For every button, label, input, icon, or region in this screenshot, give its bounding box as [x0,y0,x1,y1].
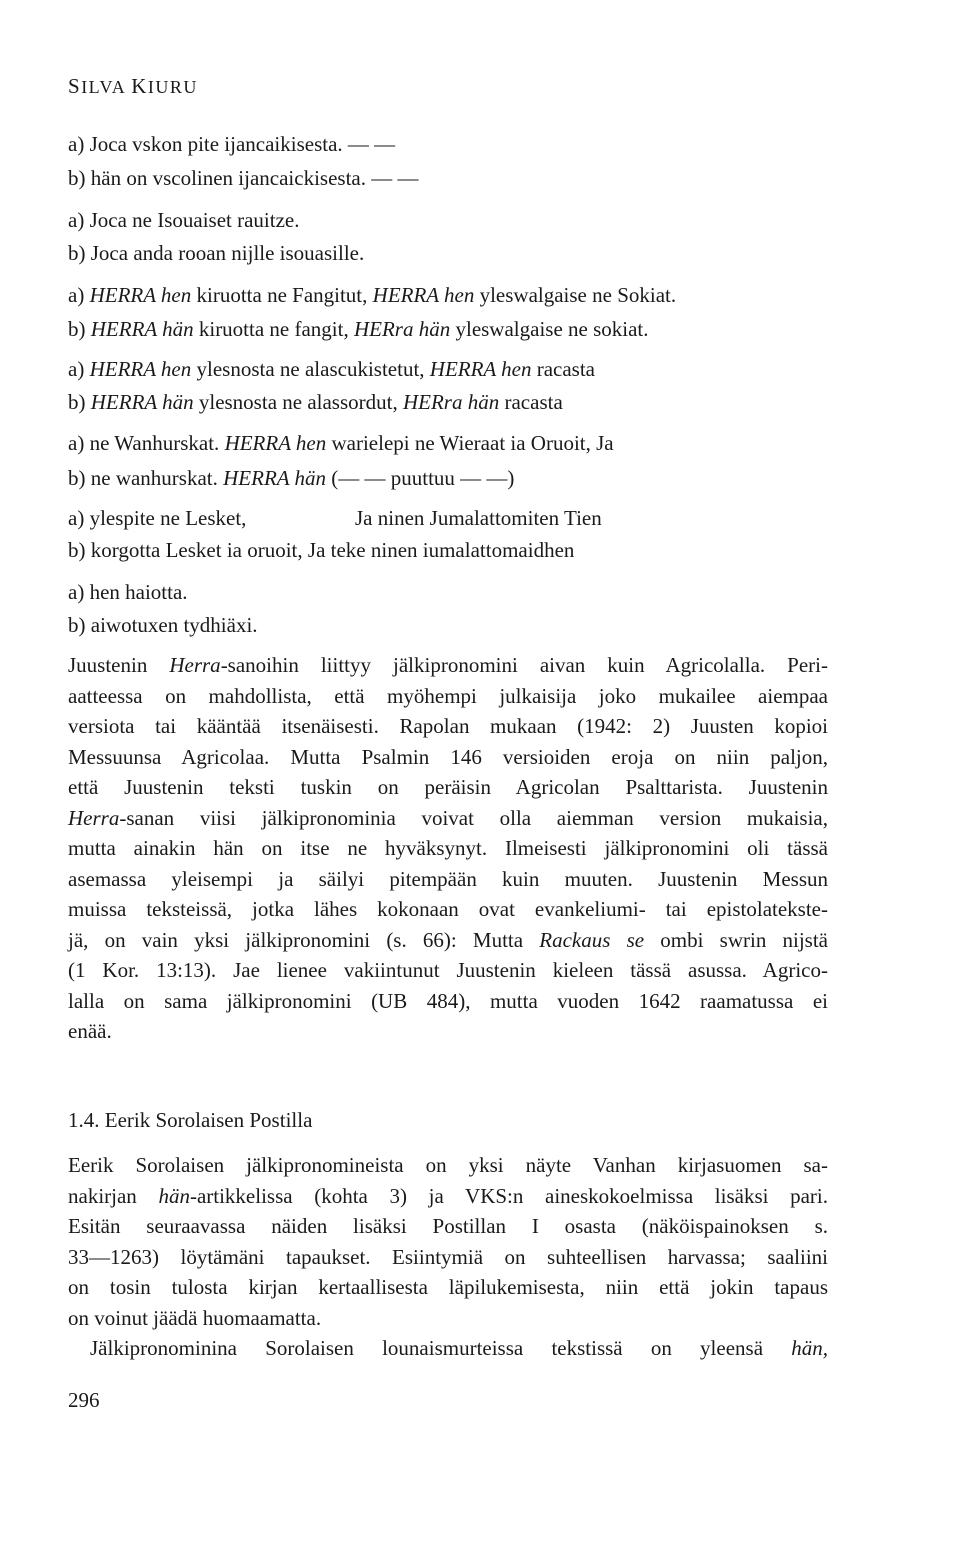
italic-text: hän [158,1183,190,1208]
quote-line [68,506,602,530]
running-head-iuru: IURU [147,77,198,97]
quote-line: b) ne wanhurskat. HERRA hän (— — puuttuu — —) [68,466,515,490]
paragraph-line: aatteessa on mahdollista, että myöhempi julkaisija joko mukailee aiempaa [68,683,828,708]
paragraph-line: nakirjan hän-artikkelissa (kohta 3) ja VKS:n aineskokoelmissa lisäksi pari. [68,1183,828,1208]
quote-line: a) HERRA hen kiruotta ne Fangitut, HERRA hen yleswalgaise ne Sokiat. [68,283,677,307]
italic-text: HERra hän [353,317,451,341]
italic-text: HERra hän [402,390,500,414]
italic-text: HERRA hän [90,390,194,414]
italic-text: HERRA hen [372,283,475,307]
section-title: 1.4. Eerik Sorolaisen Postilla [68,1108,313,1132]
italic-text: HERRA hen [89,357,192,381]
quote-line: b) hän on vscolinen ijancaickisesta. — — [68,166,419,190]
paragraph-line: asemassa yleisempi ja säilyi pitempään kuin muuten. Juustenin Messun [68,866,828,891]
quote-line: a) Joca vskon pite ijancaikisesta. — — [68,132,396,156]
paragraph-line: Jälkipronominina Sorolaisen lounaismurteissa tekstissä on yleensä hän, [90,1336,828,1360]
paragraph-line: Messuunsa Agricolaa. Mutta Psalmin 146 versioiden eroja on niin paljon, [68,744,828,769]
quote-line: a) Joca ne Isouaiset rauitze. [68,208,300,232]
italic-text: HERRA hän [223,466,326,490]
paragraph-sorolainen [68,1150,828,1333]
italic-text: Rackaus se [539,927,645,952]
paragraph-line: Juustenin Herra-sanoihin liittyy jälkipronomini aivan kuin Agricolalla. Peri- [68,653,828,677]
paragraph-line: Esitän seuraavassa näiden lisäksi Postillan I osasta (näköispainoksen s. [68,1214,828,1238]
paragraph-line: on tosin tulosta kirjan kertaallisesta läpilukemisesta, niin että jokin tapaus [68,1275,828,1299]
paragraph-line: on voinut jäädä huomaamatta. [68,1305,322,1330]
running-head-initial-k: K [131,74,148,98]
running-head [68,74,198,99]
paragraph-line: (1 Kor. 13:13). Jae lienee vakiintunut Juustenin kieleen tässä asussa. Agrico- [68,958,828,982]
quote-line: b) HERRA hän ylesnosta ne alassordut, HERra hän racasta [68,390,563,414]
italic-text: Herra [68,805,120,830]
italic-text: HERRA hän [90,317,194,341]
paragraph-line: versiota tai kääntää itsenäisesti. Rapolan mukaan (1942: 2) Juusten kopioi [68,714,828,738]
italic-text: HERRA hen [224,431,327,455]
paragraph-line: muissa teksteissä, jotka lähes kokonaan ovat evankeliumi- tai epistolatekste- [68,897,828,921]
paragraph-line: 33—1263) löytämäni tapaukset. Esiintymiä on suhteellisen harvassa; saaliini [68,1244,828,1269]
quote-column-2: Ja ninen Jumalattomiten Tien [355,506,602,530]
quote-line [68,538,574,562]
page-number: 296 [68,1388,100,1412]
quote-column-1: b) korgotta Lesket ia oruoit, Ja teke ninen iumalattomaidhen [68,538,575,562]
italic-text: hän, [791,1336,828,1360]
quote-column-1: a) ylespite ne Lesket, [68,506,247,530]
quote-line: b) Joca anda rooan nijlle isouasille. [68,241,365,265]
quote-line: b) HERRA hän kiruotta ne fangit, HERra hän yleswalgaise ne sokiat. [68,317,649,341]
italic-text: HERRA hen [429,357,532,381]
paragraph-line: jä, on vain yksi jälkipronomini (s. 66): Mutta Rackaus se ombi swrin nijstä [68,927,828,952]
paragraph-jalkipronominina [68,1333,828,1364]
quote-line: a) HERRA hen ylesnosta ne alascukistetut, HERRA hen racasta [68,357,595,381]
italic-text: Herra [169,653,221,677]
quote-line: a) ne Wanhurskat. HERRA hen warielepi ne Wieraat ia Oruoit, Ja [68,431,614,455]
paragraph-juustenin [68,650,828,1047]
quote-line: a) hen haiotta. [68,580,188,604]
paragraph-line: Eerik Sorolaisen jälkipronomineista on yksi näyte Vanhan kirjasuomen sa- [68,1153,828,1177]
paragraph-line: Herra-sanan viisi jälkipronominia voivat olla aiemman version mukaisia, [68,805,828,830]
paragraph-line: lalla on sama jälkipronomini (UB 484), mutta vuoden 1642 raamatussa ei [68,988,828,1013]
italic-text: HERRA hen [89,283,192,307]
paragraph-line: mutta ainakin hän on itse ne hyväksynyt. Ilmeisesti jälkipronomini oli tässä [68,836,828,860]
paragraph-line: enää. [68,1019,112,1043]
running-head-ilva: ILVA [81,77,132,97]
paragraph-line: että Juustenin teksti tuskin on peräisin Agricolan Psalttarista. Juustenin [68,775,828,799]
running-head-initial-s: S [68,74,82,98]
quote-line: b) aiwotuxen tydhiäxi. [68,613,258,637]
